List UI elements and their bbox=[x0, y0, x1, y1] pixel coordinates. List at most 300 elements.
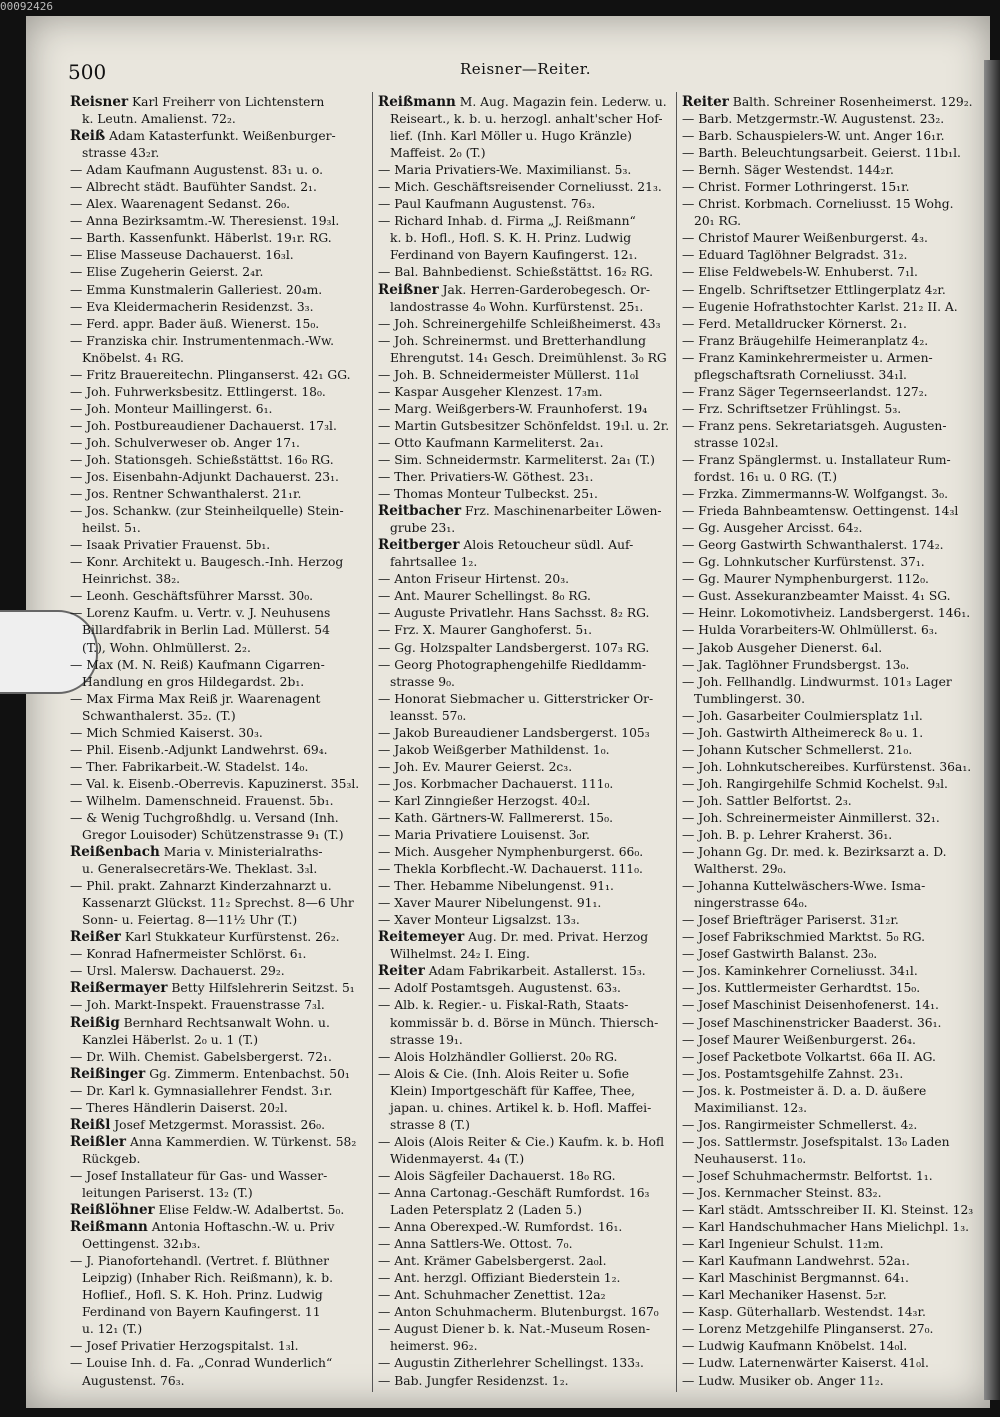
column-1 bbox=[70, 94, 362, 1390]
entry-text: — Auguste Privatlehr. Hans Sachsst. 8₂ RG. bbox=[378, 606, 650, 621]
directory-line bbox=[378, 1219, 670, 1236]
directory-line bbox=[378, 1321, 670, 1338]
directory-line bbox=[682, 605, 974, 622]
directory-line bbox=[378, 691, 670, 708]
directory-line bbox=[378, 674, 670, 691]
directory-line bbox=[378, 929, 670, 946]
directory-line bbox=[682, 162, 974, 179]
directory-line bbox=[70, 282, 362, 299]
entry-text: — Frz. X. Maurer Ganghoferst. 5₁. bbox=[378, 623, 592, 638]
column-3 bbox=[682, 94, 974, 1390]
directory-line bbox=[378, 878, 670, 895]
directory-line bbox=[70, 418, 362, 435]
entry-text: strasse 102₃l. bbox=[694, 435, 779, 450]
entry-text: — Louise Inh. d. Fa. „Conrad Wunderlich“ bbox=[70, 1356, 333, 1371]
directory-line bbox=[70, 299, 362, 316]
entry-text: Jak. Herren-Garderobegesch. Or- bbox=[438, 282, 651, 297]
entry-text: — Josef Gastwirth Balanst. 23₀. bbox=[682, 947, 878, 962]
directory-line bbox=[70, 94, 362, 111]
entry-text: — Franziska chir. Instrumentenmach.-Ww. bbox=[70, 333, 334, 348]
directory-line bbox=[682, 1015, 974, 1032]
directory-line bbox=[70, 929, 362, 946]
entry-text: Tumblingerst. 30. bbox=[694, 691, 806, 706]
directory-line bbox=[682, 418, 974, 435]
directory-line bbox=[70, 367, 362, 384]
entry-text: — Frieda Bahnbeamtensw. Oettingenst. 14₃l bbox=[682, 504, 959, 519]
directory-line bbox=[682, 1373, 974, 1390]
directory-line bbox=[682, 810, 974, 827]
entry-text: Bernhard Rechtsanwalt Wohn. u. bbox=[119, 1015, 330, 1030]
entry-text: fahrtsallee 1₂. bbox=[390, 555, 478, 570]
directory-line bbox=[378, 980, 670, 997]
directory-line bbox=[378, 1049, 670, 1066]
entry-text: — Josef Installateur für Gas- und Wasser- bbox=[70, 1168, 328, 1183]
directory-line bbox=[70, 1321, 362, 1338]
directory-line bbox=[378, 299, 670, 316]
entry-text: — Karl Ingenieur Schulst. 11₂m. bbox=[682, 1237, 884, 1252]
directory-line bbox=[682, 247, 974, 264]
entry-text: — Jos. Rangirmeister Schmellerst. 4₂. bbox=[682, 1117, 918, 1132]
entry-text: Ferdinand von Bayern Kaufingerst. 11 bbox=[82, 1305, 321, 1320]
directory-line bbox=[378, 810, 670, 827]
directory-line bbox=[682, 776, 974, 793]
surname-heading: Reitberger bbox=[378, 537, 460, 554]
directory-line bbox=[70, 1015, 362, 1032]
directory-line bbox=[70, 844, 362, 861]
entry-text: — Josef Fabrikschmied Marktst. 5₀ RG. bbox=[682, 930, 925, 945]
directory-line bbox=[70, 1083, 362, 1100]
entry-text: japan. u. chines. Artikel k. b. Hofl. Maffei- bbox=[390, 1100, 652, 1115]
directory-line bbox=[378, 469, 670, 486]
directory-line bbox=[682, 946, 974, 963]
directory-line bbox=[70, 213, 362, 230]
directory-line bbox=[682, 384, 974, 401]
directory-line bbox=[682, 230, 974, 247]
directory-line bbox=[378, 367, 670, 384]
entry-text: — Thekla Korbflecht.-W. Dachauerst. 111₀. bbox=[378, 862, 643, 877]
entry-text: — Christ. Korbmach. Corneliusst. 15 Wohg. bbox=[682, 197, 954, 212]
entry-text: Widenmayerst. 4₄ (T.) bbox=[390, 1151, 525, 1166]
directory-line bbox=[70, 1185, 362, 1202]
directory-line bbox=[70, 810, 362, 827]
directory-line bbox=[682, 1049, 974, 1066]
entry-text: — Karl Maschinist Bergmannst. 64₁. bbox=[682, 1271, 909, 1286]
directory-line bbox=[378, 384, 670, 401]
directory-line bbox=[378, 827, 670, 844]
surname-heading: Reißler bbox=[70, 1133, 127, 1150]
directory-line bbox=[378, 1185, 670, 1202]
directory-line bbox=[378, 145, 670, 162]
entry-text: — Maria Privatiers-We. Maximilianst. 5₃. bbox=[378, 163, 632, 178]
entry-text: fordst. 16₁ u. 0 RG. (T.) bbox=[694, 470, 838, 485]
directory-line bbox=[378, 196, 670, 213]
entry-text: — Jos. Korbmacher Dachauerst. 111₀. bbox=[378, 776, 614, 791]
entry-text: — Josef Schuhmachermstr. Belfortst. 1₁. bbox=[682, 1168, 933, 1183]
directory-line bbox=[70, 878, 362, 895]
entry-text: — Isaak Privatier Frauenst. 5b₁. bbox=[70, 538, 271, 553]
entry-text: — Ferd. appr. Bader äuß. Wienerst. 15₀. bbox=[70, 316, 320, 331]
entry-text: — Kasp. Güterhallarb. Westendst. 14₃r. bbox=[682, 1305, 926, 1320]
entry-text: — Bab. Jungfer Residenzst. 1₂. bbox=[378, 1373, 569, 1388]
entry-text: — Jakob Weißgerber Mathildenst. 1₀. bbox=[378, 742, 610, 757]
directory-line bbox=[70, 179, 362, 196]
entry-text: — Marg. Weißgerbers-W. Fraunhoferst. 19₄ bbox=[378, 401, 648, 416]
directory-line bbox=[70, 145, 362, 162]
entry-text: Ehrengutst. 14₁ Gesch. Dreimühlenst. 3₀ RG bbox=[390, 350, 667, 365]
entry-text: Gg. Zimmerm. Entenbachst. 50₁ bbox=[145, 1066, 350, 1081]
directory-line bbox=[682, 844, 974, 861]
entry-text: — Joh. Rangirgehilfe Schmid Kochelst. 9₃l. bbox=[682, 776, 948, 791]
directory-line bbox=[378, 111, 670, 128]
entry-text: — Joh. Ev. Maurer Geierst. 2c₃. bbox=[378, 759, 573, 774]
entry-text: — Augustin Zitherlehrer Schellingst. 133₃. bbox=[378, 1356, 644, 1371]
entry-text: — Hulda Vorarbeiters-W. Ohlmüllerst. 6₃. bbox=[682, 623, 938, 638]
entry-text: — Joh. Schreinermst. und Bretterhandlung bbox=[378, 333, 646, 348]
entry-text: Hoflief., Hofl. S. K. Hoh. Prinz. Ludwig bbox=[82, 1288, 323, 1303]
entry-text: — Franz Kaminkehrermeister u. Armen- bbox=[682, 350, 933, 365]
directory-line bbox=[378, 213, 670, 230]
directory-line bbox=[682, 196, 974, 213]
entry-text: Schwanthalerst. 35₂. (T.) bbox=[82, 708, 236, 723]
entry-text: — Eva Kleidermacherin Residenzst. 3₃. bbox=[70, 299, 314, 314]
entry-text: Aug. Dr. med. Privat. Herzog bbox=[464, 930, 649, 945]
entry-text: — Dr. Wilh. Chemist. Gabelsbergerst. 72₁. bbox=[70, 1049, 332, 1064]
entry-text: Adam Fabrikarbeit. Astallerst. 15₃. bbox=[424, 964, 646, 979]
directory-line bbox=[682, 674, 974, 691]
entry-text: — Joh. Schreinergehilfe Schleißheimerst. 43₃ bbox=[378, 316, 661, 331]
directory-line bbox=[682, 929, 974, 946]
entry-text: Karl Stukkateur Kurfürstenst. 26₂. bbox=[120, 930, 340, 945]
entry-text: grube 23₁. bbox=[390, 521, 456, 536]
directory-line bbox=[70, 605, 362, 622]
entry-text: — Joh. Schulverweser ob. Anger 17₁. bbox=[70, 435, 300, 450]
directory-line bbox=[70, 588, 362, 605]
directory-line bbox=[682, 640, 974, 657]
directory-line bbox=[378, 1015, 670, 1032]
directory-line bbox=[682, 725, 974, 742]
entry-text: — Alois & Cie. (Inh. Alois Reiter u. Sofie bbox=[378, 1066, 630, 1081]
entry-text: — Franz Säger Tegernseerlandst. 127₂. bbox=[682, 384, 928, 399]
surname-heading: Reißmann bbox=[70, 1219, 148, 1236]
entry-text: — Thomas Monteur Tulbeckst. 25₁. bbox=[378, 487, 598, 502]
entry-text: — Alois Sägfeiler Dachauerst. 18₀ RG. bbox=[378, 1168, 616, 1183]
directory-line bbox=[70, 401, 362, 418]
directory-line bbox=[70, 980, 362, 997]
directory-line bbox=[378, 282, 670, 299]
directory-line bbox=[682, 1253, 974, 1270]
directory-line bbox=[682, 179, 974, 196]
entry-text: — Eduard Taglöhner Belgradst. 31₂. bbox=[682, 248, 908, 263]
directory-line bbox=[682, 827, 974, 844]
entry-text: — Anna Oberexped.-W. Rumfordst. 16₁. bbox=[378, 1220, 623, 1235]
directory-line bbox=[378, 725, 670, 742]
directory-line bbox=[70, 657, 362, 674]
directory-line bbox=[682, 793, 974, 810]
directory-line bbox=[378, 554, 670, 571]
directory-line bbox=[70, 776, 362, 793]
directory-line bbox=[682, 1032, 974, 1049]
surname-heading: Reißmann bbox=[378, 94, 456, 110]
directory-line bbox=[378, 1202, 670, 1219]
directory-line bbox=[70, 316, 362, 333]
entry-text: — Lorenz Metzgehilfe Plinganserst. 27₀. bbox=[682, 1322, 934, 1337]
entry-text: — Jakob Ausgeher Dienerst. 6₄l. bbox=[682, 640, 883, 655]
entry-text: — Gg. Ausgeher Arcisst. 64₂. bbox=[682, 521, 863, 536]
entry-text: Sonn- u. Feiertag. 8—11½ Uhr (T.) bbox=[82, 913, 298, 928]
entry-text: leansst. 57₀. bbox=[390, 708, 467, 723]
entry-text: — Theres Händlerin Daiserst. 20₂l. bbox=[70, 1100, 288, 1115]
entry-text: — Ferd. Metalldrucker Körnerst. 2₁. bbox=[682, 316, 907, 331]
directory-line bbox=[682, 1100, 974, 1117]
directory-line bbox=[70, 1373, 362, 1390]
directory-line bbox=[70, 350, 362, 367]
entry-text: — & Wenig Tuchgroßhdlg. u. Versand (Inh. bbox=[70, 810, 339, 825]
directory-line bbox=[682, 912, 974, 929]
directory-line bbox=[378, 179, 670, 196]
entry-text: — Gg. Holzspalter Landsbergerst. 107₃ RG. bbox=[378, 640, 650, 655]
directory-line bbox=[682, 1185, 974, 1202]
entry-text: — Joh. B. Schneidermeister Müllerst. 11₀l bbox=[378, 367, 639, 382]
directory-line bbox=[682, 963, 974, 980]
entry-text: — J. Pianofortehandl. (Vertret. f. Blüthner bbox=[70, 1254, 330, 1269]
directory-line bbox=[70, 247, 362, 264]
directory-line bbox=[378, 520, 670, 537]
entry-text: — Ant. Krämer Gabelsbergerst. 2a₀l. bbox=[378, 1254, 607, 1269]
directory-line bbox=[682, 469, 974, 486]
directory-line bbox=[682, 657, 974, 674]
entry-text: — Johann Kutscher Schmellerst. 21₀. bbox=[682, 742, 913, 757]
entry-text: — Jakob Bureaudiener Landsbergerst. 105₃ bbox=[378, 725, 650, 740]
directory-line bbox=[682, 435, 974, 452]
entry-text: ningerstrasse 64₀. bbox=[694, 896, 808, 911]
entry-text: — Ther. Privatiers-W. Göthest. 23₁. bbox=[378, 470, 594, 485]
directory-line bbox=[378, 640, 670, 657]
directory-line bbox=[70, 1219, 362, 1236]
directory-line bbox=[682, 1066, 974, 1083]
directory-line bbox=[70, 384, 362, 401]
entry-text: Maximilianst. 12₃. bbox=[694, 1100, 808, 1115]
directory-line bbox=[70, 111, 362, 128]
directory-line bbox=[70, 674, 362, 691]
directory-line bbox=[378, 588, 670, 605]
directory-line bbox=[70, 946, 362, 963]
directory-line bbox=[378, 1100, 670, 1117]
entry-text: — Johanna Kuttelwäschers-Wwe. Isma- bbox=[682, 879, 926, 894]
entry-text: — Ursl. Malersw. Dachauerst. 29₂. bbox=[70, 964, 285, 979]
directory-line bbox=[70, 622, 362, 639]
directory-line bbox=[378, 571, 670, 588]
directory-line bbox=[682, 588, 974, 605]
entry-text: — Eugenie Hofrathstochter Karlst. 21₂ II. A. bbox=[682, 299, 958, 314]
directory-line bbox=[378, 418, 670, 435]
directory-line bbox=[682, 1202, 974, 1219]
entry-text: — Max Firma Max Reiß jr. Waarenagent bbox=[70, 691, 321, 706]
running-head: Reisner—Reiter. bbox=[460, 60, 592, 78]
directory-line bbox=[682, 1134, 974, 1151]
directory-line bbox=[682, 111, 974, 128]
directory-line bbox=[378, 1338, 670, 1355]
entry-text: — Mich. Geschäftsreisender Corneliusst. 21₃. bbox=[378, 180, 662, 195]
entry-text: — Christ. Former Lothringerst. 15₁r. bbox=[682, 180, 910, 195]
entry-text: leitungen Pariserst. 13₂ (T.) bbox=[82, 1186, 253, 1200]
entry-text: — Jak. Taglöhner Frundsbergst. 13₀. bbox=[682, 657, 910, 672]
surname-heading: Reißermayer bbox=[70, 980, 168, 997]
directory-line bbox=[378, 912, 670, 929]
directory-line bbox=[378, 486, 670, 503]
entry-text: — Xaver Maurer Nibelungenst. 91₁. bbox=[378, 896, 602, 911]
entry-text: Neuhauserst. 11₀. bbox=[694, 1151, 807, 1166]
directory-line bbox=[378, 1355, 670, 1372]
entry-text: — Franz pens. Sekretariatsgeh. Augusten- bbox=[682, 418, 947, 433]
directory-line bbox=[378, 657, 670, 674]
entry-text: — Sim. Schneidermstr. Karmeliterst. 2a₁ (T.) bbox=[378, 452, 655, 467]
entry-text: Heinrichst. 38₂. bbox=[82, 572, 181, 587]
scan-id: 00092426 bbox=[0, 0, 53, 13]
entry-text: — Georg Gastwirth Schwanthalerst. 174₂. bbox=[682, 538, 944, 553]
entry-text: k. b. Hofl., Hofl. S. K. H. Prinz. Ludwig bbox=[390, 231, 632, 246]
entry-text: — Ludwig Kaufmann Knöbelst. 14₀l. bbox=[682, 1339, 908, 1354]
directory-line bbox=[70, 264, 362, 281]
directory-line bbox=[70, 640, 362, 657]
entry-text: Laden Petersplatz 2 (Laden 5.) bbox=[390, 1203, 582, 1218]
surname-heading: Reitbacher bbox=[378, 503, 462, 520]
entry-text: — Christof Maurer Weißenburgerst. 4₃. bbox=[682, 231, 928, 246]
surname-heading: Reiter bbox=[682, 94, 729, 110]
directory-line bbox=[70, 230, 362, 247]
entry-text: — Johann Gg. Dr. med. k. Bezirksarzt a. D. bbox=[682, 845, 947, 860]
directory-line bbox=[70, 1236, 362, 1253]
entry-text: Josef Metzgermst. Morassist. 26₀. bbox=[110, 1117, 325, 1132]
directory-line bbox=[682, 503, 974, 520]
directory-line bbox=[378, 435, 670, 452]
entry-text: — Jos. k. Postmeister ä. D. a. D. äußere bbox=[682, 1083, 927, 1098]
directory-line bbox=[378, 793, 670, 810]
directory-line bbox=[378, 333, 670, 350]
entry-text: — Konr. Architekt u. Baugesch.-Inh. Herzog bbox=[70, 555, 344, 570]
entry-text: — Fritz Brauereitechn. Plinganserst. 42₁ GG. bbox=[70, 367, 351, 382]
entry-text: — Paul Kaufmann Augustenst. 76₃. bbox=[378, 197, 596, 212]
entry-text: — Franz Bräugehilfe Heimeranplatz 4₂. bbox=[682, 333, 929, 348]
directory-line bbox=[682, 861, 974, 878]
directory-line bbox=[70, 793, 362, 810]
directory-line bbox=[70, 725, 362, 742]
entry-text: landostrasse 4₀ Wohn. Kurfürstenst. 25₁. bbox=[390, 299, 644, 314]
entry-text: kommissär b. d. Börse in Münch. Thiersch- bbox=[390, 1015, 659, 1030]
directory-line bbox=[70, 997, 362, 1014]
directory-line bbox=[70, 571, 362, 588]
entry-text: Balth. Schreiner Rosenheimerst. 129₂. bbox=[728, 95, 973, 109]
directory-line bbox=[682, 1287, 974, 1304]
entry-text: — Anna Bezirksamtm.-W. Theresienst. 19₃l. bbox=[70, 214, 340, 229]
directory-line bbox=[70, 742, 362, 759]
entry-text: — Josef Maschinist Deisenhofenerst. 14₁. bbox=[682, 998, 939, 1013]
directory-line bbox=[378, 537, 670, 554]
entry-text: — Adam Kaufmann Augustenst. 83₁ u. o. bbox=[70, 163, 324, 178]
directory-line bbox=[378, 162, 670, 179]
entry-text: — Richard Inhab. d. Firma „J. Reißmann“ bbox=[378, 214, 636, 229]
directory-line bbox=[378, 963, 670, 980]
directory-line bbox=[378, 1032, 670, 1049]
entry-text: Kanzlei Häberlst. 2₀ u. 1 (T.) bbox=[82, 1032, 259, 1047]
surname-heading: Reißner bbox=[378, 281, 439, 298]
entry-text: Rückgeb. bbox=[82, 1151, 141, 1166]
entry-text: strasse 43₂r. bbox=[82, 146, 160, 161]
entry-text: — Karl Handschuhmacher Hans Mielichpl. 1₃. bbox=[682, 1220, 970, 1235]
book-spine bbox=[984, 60, 1000, 1400]
directory-line bbox=[682, 1117, 974, 1134]
entry-text: — Bal. Bahnbedienst. Schießstättst. 16₂ RG. bbox=[378, 265, 653, 280]
directory-line bbox=[682, 1168, 974, 1185]
directory-line bbox=[682, 1151, 974, 1168]
directory-line bbox=[70, 520, 362, 537]
entry-text: — Konrad Hafnermeister Schlörst. 6₁. bbox=[70, 947, 307, 962]
entry-text: — Barb. Schauspielers-W. unt. Anger 16₁r. bbox=[682, 129, 945, 144]
entry-text: — Joh. Gastwirth Altheimereck 8₀ u. 1. bbox=[682, 725, 924, 740]
entry-text: — Heinr. Lokomotivheiz. Landsbergerst. 146₁. bbox=[682, 606, 971, 621]
directory-line bbox=[70, 1202, 362, 1219]
directory-line bbox=[70, 1304, 362, 1321]
column-2 bbox=[378, 94, 670, 1390]
entry-text: — Barth. Beleuchtungsarbeit. Geierst. 11b₁l. bbox=[682, 146, 961, 161]
directory-line bbox=[378, 946, 670, 963]
entry-text: — Wilhelm. Damenschneid. Frauenst. 5b₁. bbox=[70, 793, 334, 808]
entry-text: — Ludw. Musiker ob. Anger 11₂. bbox=[682, 1373, 884, 1388]
entry-text: — Josef Packetbote Volkartst. 66a II. AG. bbox=[682, 1049, 936, 1064]
entry-text: Billardfabrik in Berlin Lad. Müllerst. 54 bbox=[82, 623, 330, 638]
entry-text: — Karl Kaufmann Landwehrst. 52a₁. bbox=[682, 1254, 910, 1269]
directory-line bbox=[378, 895, 670, 912]
entry-text: — Gust. Assekuranzbeamter Maisst. 4₁ SG. bbox=[682, 589, 951, 604]
directory-line bbox=[682, 759, 974, 776]
directory-line bbox=[70, 1134, 362, 1151]
directory-line bbox=[682, 1355, 974, 1372]
directory-line bbox=[378, 1304, 670, 1321]
directory-line bbox=[70, 895, 362, 912]
surname-heading: Reißig bbox=[70, 1014, 120, 1031]
entry-text: strasse 8 (T.) bbox=[390, 1117, 470, 1132]
entry-text: — Joh. Fellhandlg. Lindwurmst. 101₃ Lager bbox=[682, 674, 952, 689]
directory-line bbox=[70, 827, 362, 844]
directory-line bbox=[378, 350, 670, 367]
directory-line bbox=[682, 452, 974, 469]
directory-line bbox=[378, 452, 670, 469]
directory-line bbox=[378, 128, 670, 145]
directory-line bbox=[682, 299, 974, 316]
directory-line bbox=[70, 1270, 362, 1287]
entry-text: — Honorat Siebmacher u. Gitterstricker Or- bbox=[378, 691, 654, 706]
directory-line bbox=[70, 1355, 362, 1372]
directory-line bbox=[378, 1083, 670, 1100]
entry-text: Anna Kammerdien. W. Türkenst. 58₂ bbox=[126, 1134, 357, 1149]
entry-text: Karl Freiherr von Lichtenstern bbox=[128, 95, 325, 109]
entry-text: — Val. k. Eisenb.-Oberrevis. Kapuzinerst. 35₃l. bbox=[70, 776, 360, 791]
entry-text: Waltherst. 29₀. bbox=[694, 862, 787, 877]
directory-line bbox=[378, 861, 670, 878]
entry-text: — Karl Mechaniker Hasenst. 5₂r. bbox=[682, 1288, 887, 1303]
entry-text: lief. (Inh. Karl Möller u. Hugo Kränzle) bbox=[390, 129, 632, 144]
directory-line bbox=[70, 912, 362, 929]
entry-text: Maria v. Ministerialraths- bbox=[159, 845, 323, 860]
entry-text: — Anton Friseur Hirtenst. 20₃. bbox=[378, 572, 570, 587]
entry-text: — Karl städt. Amtsschreiber II. Kl. Steinst. 12₃ bbox=[682, 1203, 974, 1218]
directory-line bbox=[378, 1168, 670, 1185]
directory-line bbox=[70, 452, 362, 469]
directory-line bbox=[682, 264, 974, 281]
entry-text: — Lorenz Kaufm. u. Vertr. v. J. Neuhusens bbox=[70, 606, 331, 621]
entry-text: (T.), Wohn. Ohlmüllerst. 2₂. bbox=[82, 640, 251, 655]
column-rule bbox=[372, 92, 373, 1392]
entry-text: — Georg Photographengehilfe Riedldamm- bbox=[378, 657, 647, 672]
